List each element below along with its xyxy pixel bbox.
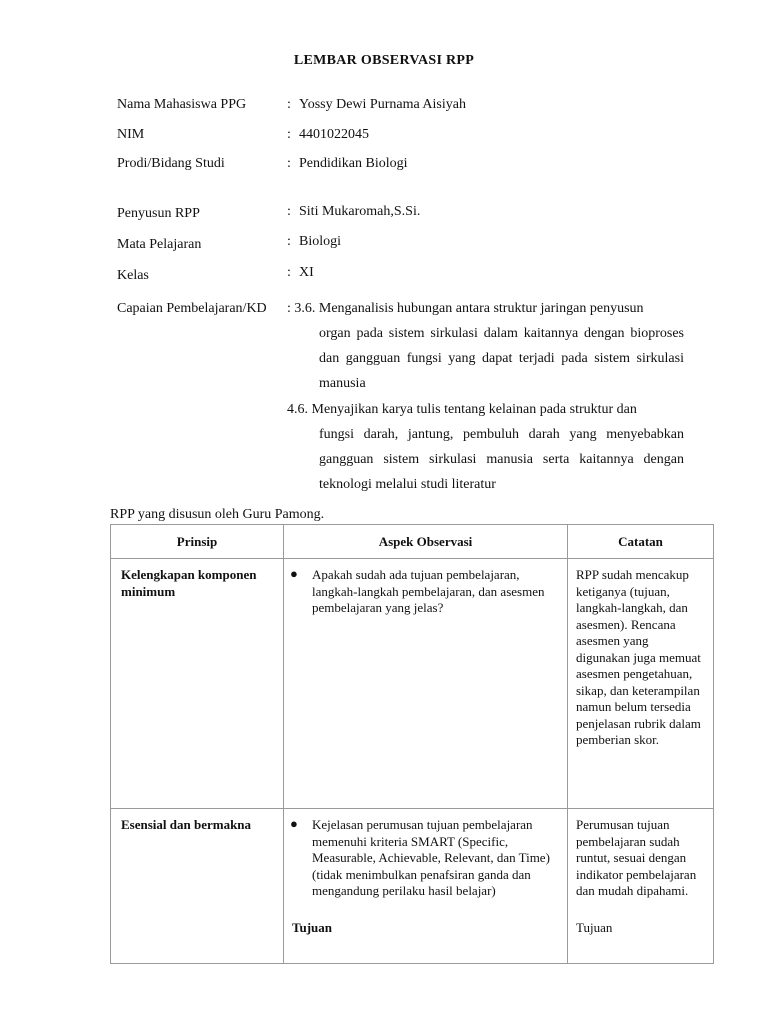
info-label: Penyusun RPP: [117, 206, 200, 221]
kd-item-continuation: organ pada sistem sirkulasi dalam kaitannya dengan bioproses dan gangguan fungsi yang dapat terjadi pada sistem sirkulasi manusia: [319, 326, 684, 391]
table-caption: RPP yang disusun oleh Guru Pamong.: [110, 507, 325, 522]
aspek-cell: [284, 809, 568, 964]
info-label: NIM: [117, 127, 145, 142]
aspek-text: Apakah sudah ada tujuan pembelajaran, langkah-langkah pembelajaran, dan asesmen pembelajaran yang jelas?: [312, 567, 545, 615]
info-colon: :: [287, 127, 291, 142]
info-colon: :: [287, 234, 291, 249]
catatan-cell: [568, 809, 714, 964]
kd-item-first-line: 4.6. Menyajikan karya tulis tentang kelainan pada struktur dan: [287, 402, 637, 417]
info-value: Biologi: [299, 234, 342, 249]
info-value: Siti Mukaromah,S.Si.: [299, 204, 421, 219]
kd-item-continuation: fungsi darah, jantung, pembuluh darah yang menyebabkan gangguan sistem sirkulasi manusia serta kaitannya dengan teknologi melalui studi literatur: [319, 427, 684, 492]
catatan-subheading: Tujuan: [576, 919, 613, 935]
table-row: [111, 559, 714, 809]
info-colon: :: [287, 265, 291, 280]
aspek-subheading: Tujuan: [292, 919, 332, 935]
header-aspek-observasi: Aspek Observasi: [284, 525, 568, 559]
aspek-text: Kejelasan perumusan tujuan pembelajaran memenuhi kriteria SMART (Specific, Measurable, Achievable, Relevant, dan Time) (tidak menimbulkan penafsiran ganda dan mengandung perilaku hasil belajar): [312, 817, 550, 898]
info-label: Kelas: [117, 268, 149, 283]
catatan-text: Perumusan tujuan pembelajaran sudah runtut, sesuai dengan indikator pembelajaran dan mudah dipahami.: [576, 817, 697, 898]
info-colon: :: [287, 97, 291, 112]
prinsip-cell: Kelengkapan komponen minimum: [111, 559, 284, 809]
info-colon: :: [287, 156, 291, 171]
info-value: XI: [299, 265, 314, 280]
kd-item-3-6: [287, 296, 684, 396]
bullet-icon: ●: [290, 816, 298, 831]
header-catatan: Catatan: [568, 525, 714, 559]
info-value: Yossy Dewi Purnama Aisiyah: [299, 97, 466, 112]
info-label: Nama Mahasiswa PPG: [117, 97, 247, 112]
aspek-cell: [284, 559, 568, 809]
table-header-row: [111, 525, 714, 559]
kd-item-4-6: [287, 397, 684, 497]
catatan-cell: RPP sudah mencakup ketiganya (tujuan, langkah-langkah, dan asesmen). Rencana asesmen yang digunakan juga memuat asesmen pengetahuan, sikap, dan keterampilan namun belum tersedia penjelasan rubrik dalam pemberian skor.: [568, 559, 714, 809]
info-colon: :: [287, 204, 291, 219]
table-row: [111, 809, 714, 964]
document-title: LEMBAR OBSERVASI RPP: [293, 53, 475, 68]
info-label: Prodi/Bidang Studi: [117, 156, 225, 171]
info-label: Mata Pelajaran: [117, 237, 202, 252]
kd-item-first-line: : 3.6. Menganalisis hubungan antara struktur jaringan penyusun: [287, 301, 644, 316]
header-prinsip: Prinsip: [111, 525, 284, 559]
kd-label: Capaian Pembelajaran/KD: [117, 301, 267, 316]
bullet-icon: ●: [290, 566, 298, 581]
prinsip-cell: Esensial dan bermakna: [111, 809, 284, 964]
info-value: 4401022045: [299, 127, 369, 142]
info-value: Pendidikan Biologi: [299, 156, 408, 171]
observation-table: [110, 524, 714, 964]
